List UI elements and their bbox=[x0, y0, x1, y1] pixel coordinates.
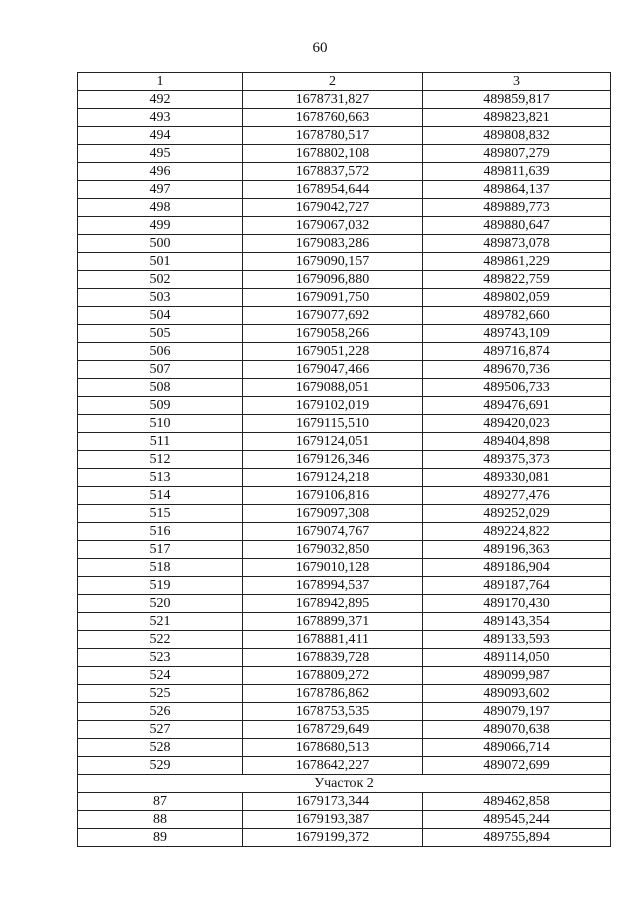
coordinates-table bbox=[77, 72, 611, 847]
point-number-cell: 521 bbox=[78, 613, 243, 631]
x-coordinate-cell: 1679193,387 bbox=[243, 811, 423, 829]
x-coordinate-cell: 1678760,663 bbox=[243, 109, 423, 127]
x-coordinate-cell: 1678680,513 bbox=[243, 739, 423, 757]
point-number-cell: 509 bbox=[78, 397, 243, 415]
point-number-cell: 508 bbox=[78, 379, 243, 397]
point-number-cell: 89 bbox=[78, 829, 243, 847]
table-row bbox=[78, 703, 611, 721]
table-row bbox=[78, 541, 611, 559]
point-number-cell: 88 bbox=[78, 811, 243, 829]
coordinates-table-body bbox=[78, 73, 611, 847]
point-number-cell: 525 bbox=[78, 685, 243, 703]
table-row bbox=[78, 379, 611, 397]
table-row bbox=[78, 595, 611, 613]
x-coordinate-cell: 1679115,510 bbox=[243, 415, 423, 433]
y-coordinate-cell: 489889,773 bbox=[423, 199, 611, 217]
point-number-cell: 517 bbox=[78, 541, 243, 559]
table-row bbox=[78, 559, 611, 577]
x-coordinate-cell: 1679097,308 bbox=[243, 505, 423, 523]
x-coordinate-cell: 1678642,227 bbox=[243, 757, 423, 775]
point-number-cell: 499 bbox=[78, 217, 243, 235]
x-coordinate-cell: 1679077,692 bbox=[243, 307, 423, 325]
y-coordinate-cell: 489808,832 bbox=[423, 127, 611, 145]
x-coordinate-cell: 1678780,517 bbox=[243, 127, 423, 145]
point-number-cell: 507 bbox=[78, 361, 243, 379]
point-number-cell: 495 bbox=[78, 145, 243, 163]
y-coordinate-cell: 489252,029 bbox=[423, 505, 611, 523]
x-coordinate-cell: 1678809,272 bbox=[243, 667, 423, 685]
y-coordinate-cell: 489066,714 bbox=[423, 739, 611, 757]
y-coordinate-cell: 489811,639 bbox=[423, 163, 611, 181]
x-coordinate-cell: 1678881,411 bbox=[243, 631, 423, 649]
x-coordinate-cell: 1679124,051 bbox=[243, 433, 423, 451]
x-coordinate-cell: 1679124,218 bbox=[243, 469, 423, 487]
y-coordinate-cell: 489277,476 bbox=[423, 487, 611, 505]
y-coordinate-cell: 489079,197 bbox=[423, 703, 611, 721]
x-coordinate-cell: 1679096,880 bbox=[243, 271, 423, 289]
table-row bbox=[78, 361, 611, 379]
point-number-cell: 503 bbox=[78, 289, 243, 307]
y-coordinate-cell: 489545,244 bbox=[423, 811, 611, 829]
column-header-1: 1 bbox=[78, 73, 243, 91]
y-coordinate-cell: 489330,081 bbox=[423, 469, 611, 487]
x-coordinate-cell: 1679199,372 bbox=[243, 829, 423, 847]
point-number-cell: 492 bbox=[78, 91, 243, 109]
y-coordinate-cell: 489859,817 bbox=[423, 91, 611, 109]
x-coordinate-cell: 1678954,644 bbox=[243, 181, 423, 199]
point-number-cell: 504 bbox=[78, 307, 243, 325]
y-coordinate-cell: 489802,059 bbox=[423, 289, 611, 307]
y-coordinate-cell: 489807,279 bbox=[423, 145, 611, 163]
table-row bbox=[78, 145, 611, 163]
x-coordinate-cell: 1678942,895 bbox=[243, 595, 423, 613]
y-coordinate-cell: 489170,430 bbox=[423, 595, 611, 613]
x-coordinate-cell: 1678839,728 bbox=[243, 649, 423, 667]
x-coordinate-cell: 1679088,051 bbox=[243, 379, 423, 397]
y-coordinate-cell: 489880,647 bbox=[423, 217, 611, 235]
point-number-cell: 526 bbox=[78, 703, 243, 721]
x-coordinate-cell: 1679042,727 bbox=[243, 199, 423, 217]
y-coordinate-cell: 489823,821 bbox=[423, 109, 611, 127]
y-coordinate-cell: 489420,023 bbox=[423, 415, 611, 433]
point-number-cell: 505 bbox=[78, 325, 243, 343]
point-number-cell: 506 bbox=[78, 343, 243, 361]
y-coordinate-cell: 489861,229 bbox=[423, 253, 611, 271]
table-row bbox=[78, 397, 611, 415]
x-coordinate-cell: 1678786,862 bbox=[243, 685, 423, 703]
table-row bbox=[78, 577, 611, 595]
table-row bbox=[78, 667, 611, 685]
point-number-cell: 514 bbox=[78, 487, 243, 505]
x-coordinate-cell: 1679090,157 bbox=[243, 253, 423, 271]
column-header-2: 2 bbox=[243, 73, 423, 91]
y-coordinate-cell: 489743,109 bbox=[423, 325, 611, 343]
table-row bbox=[78, 217, 611, 235]
x-coordinate-cell: 1678729,649 bbox=[243, 721, 423, 739]
table-row bbox=[78, 613, 611, 631]
point-number-cell: 496 bbox=[78, 163, 243, 181]
table-row bbox=[78, 685, 611, 703]
table-row bbox=[78, 487, 611, 505]
point-number-cell: 512 bbox=[78, 451, 243, 469]
x-coordinate-cell: 1679102,019 bbox=[243, 397, 423, 415]
section-row bbox=[78, 775, 611, 793]
x-coordinate-cell: 1678899,371 bbox=[243, 613, 423, 631]
y-coordinate-cell: 489873,078 bbox=[423, 235, 611, 253]
point-number-cell: 529 bbox=[78, 757, 243, 775]
x-coordinate-cell: 1679074,767 bbox=[243, 523, 423, 541]
y-coordinate-cell: 489476,691 bbox=[423, 397, 611, 415]
table-row bbox=[78, 811, 611, 829]
table-row bbox=[78, 235, 611, 253]
point-number-cell: 501 bbox=[78, 253, 243, 271]
table-row bbox=[78, 307, 611, 325]
y-coordinate-cell: 489093,602 bbox=[423, 685, 611, 703]
point-number-cell: 528 bbox=[78, 739, 243, 757]
table-header-row bbox=[78, 73, 611, 91]
table-row bbox=[78, 451, 611, 469]
point-number-cell: 511 bbox=[78, 433, 243, 451]
point-number-cell: 516 bbox=[78, 523, 243, 541]
table-row bbox=[78, 199, 611, 217]
table-row bbox=[78, 415, 611, 433]
x-coordinate-cell: 1679058,266 bbox=[243, 325, 423, 343]
table-row bbox=[78, 325, 611, 343]
x-coordinate-cell: 1678994,537 bbox=[243, 577, 423, 595]
point-number-cell: 515 bbox=[78, 505, 243, 523]
point-number-cell: 518 bbox=[78, 559, 243, 577]
table-row bbox=[78, 757, 611, 775]
page-number: 60 bbox=[312, 40, 328, 56]
y-coordinate-cell: 489782,660 bbox=[423, 307, 611, 325]
x-coordinate-cell: 1679083,286 bbox=[243, 235, 423, 253]
table-row bbox=[78, 739, 611, 757]
x-coordinate-cell: 1679032,850 bbox=[243, 541, 423, 559]
x-coordinate-cell: 1679067,032 bbox=[243, 217, 423, 235]
table-row bbox=[78, 91, 611, 109]
y-coordinate-cell: 489114,050 bbox=[423, 649, 611, 667]
point-number-cell: 500 bbox=[78, 235, 243, 253]
table-row bbox=[78, 109, 611, 127]
point-number-cell: 493 bbox=[78, 109, 243, 127]
y-coordinate-cell: 489716,874 bbox=[423, 343, 611, 361]
table-row bbox=[78, 433, 611, 451]
point-number-cell: 519 bbox=[78, 577, 243, 595]
point-number-cell: 510 bbox=[78, 415, 243, 433]
point-number-cell: 513 bbox=[78, 469, 243, 487]
table-row bbox=[78, 631, 611, 649]
point-number-cell: 497 bbox=[78, 181, 243, 199]
x-coordinate-cell: 1679173,344 bbox=[243, 793, 423, 811]
x-coordinate-cell: 1679091,750 bbox=[243, 289, 423, 307]
y-coordinate-cell: 489070,638 bbox=[423, 721, 611, 739]
point-number-cell: 522 bbox=[78, 631, 243, 649]
table-row bbox=[78, 469, 611, 487]
section-title: Участок 2 bbox=[78, 775, 611, 793]
y-coordinate-cell: 489224,822 bbox=[423, 523, 611, 541]
table-row bbox=[78, 505, 611, 523]
x-coordinate-cell: 1679051,228 bbox=[243, 343, 423, 361]
point-number-cell: 502 bbox=[78, 271, 243, 289]
table-row bbox=[78, 181, 611, 199]
y-coordinate-cell: 489462,858 bbox=[423, 793, 611, 811]
column-header-3: 3 bbox=[423, 73, 611, 91]
y-coordinate-cell: 489196,363 bbox=[423, 541, 611, 559]
table-row bbox=[78, 721, 611, 739]
y-coordinate-cell: 489375,373 bbox=[423, 451, 611, 469]
point-number-cell: 87 bbox=[78, 793, 243, 811]
table-row bbox=[78, 271, 611, 289]
table-row bbox=[78, 793, 611, 811]
table-row bbox=[78, 163, 611, 181]
y-coordinate-cell: 489143,354 bbox=[423, 613, 611, 631]
point-number-cell: 498 bbox=[78, 199, 243, 217]
table-row bbox=[78, 289, 611, 307]
y-coordinate-cell: 489864,137 bbox=[423, 181, 611, 199]
x-coordinate-cell: 1679126,346 bbox=[243, 451, 423, 469]
point-number-cell: 523 bbox=[78, 649, 243, 667]
table-row bbox=[78, 649, 611, 667]
point-number-cell: 524 bbox=[78, 667, 243, 685]
x-coordinate-cell: 1678802,108 bbox=[243, 145, 423, 163]
y-coordinate-cell: 489187,764 bbox=[423, 577, 611, 595]
x-coordinate-cell: 1679010,128 bbox=[243, 559, 423, 577]
table-row bbox=[78, 523, 611, 541]
y-coordinate-cell: 489404,898 bbox=[423, 433, 611, 451]
x-coordinate-cell: 1679047,466 bbox=[243, 361, 423, 379]
table-row bbox=[78, 253, 611, 271]
y-coordinate-cell: 489755,894 bbox=[423, 829, 611, 847]
table-row bbox=[78, 829, 611, 847]
table-row bbox=[78, 343, 611, 361]
x-coordinate-cell: 1678753,535 bbox=[243, 703, 423, 721]
y-coordinate-cell: 489186,904 bbox=[423, 559, 611, 577]
x-coordinate-cell: 1678837,572 bbox=[243, 163, 423, 181]
point-number-cell: 527 bbox=[78, 721, 243, 739]
y-coordinate-cell: 489099,987 bbox=[423, 667, 611, 685]
x-coordinate-cell: 1679106,816 bbox=[243, 487, 423, 505]
point-number-cell: 520 bbox=[78, 595, 243, 613]
y-coordinate-cell: 489072,699 bbox=[423, 757, 611, 775]
y-coordinate-cell: 489822,759 bbox=[423, 271, 611, 289]
table-row bbox=[78, 127, 611, 145]
y-coordinate-cell: 489670,736 bbox=[423, 361, 611, 379]
y-coordinate-cell: 489506,733 bbox=[423, 379, 611, 397]
y-coordinate-cell: 489133,593 bbox=[423, 631, 611, 649]
point-number-cell: 494 bbox=[78, 127, 243, 145]
x-coordinate-cell: 1678731,827 bbox=[243, 91, 423, 109]
